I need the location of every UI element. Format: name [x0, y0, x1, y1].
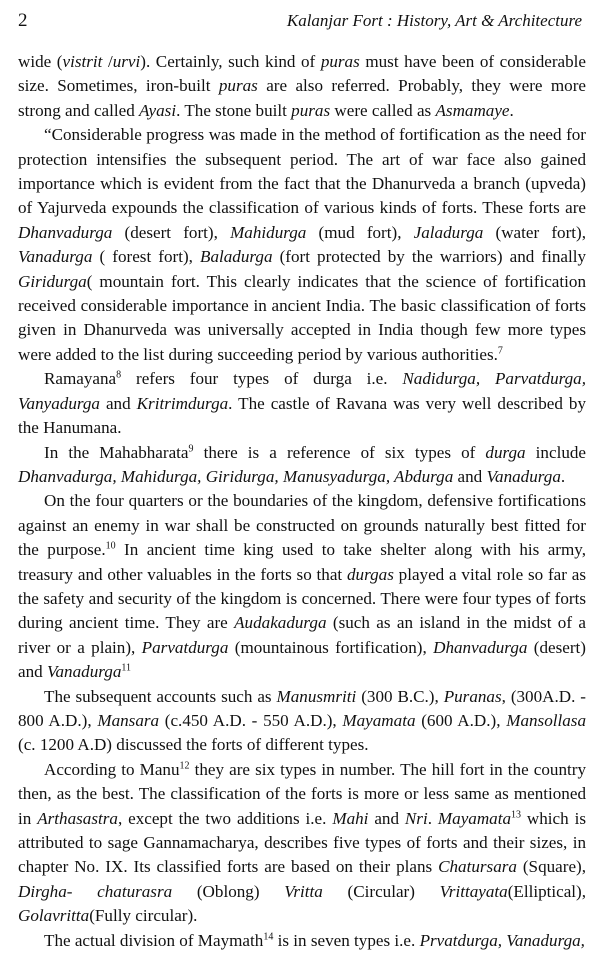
text-run: ( mountain fort. This clearly indicates that the science of fortification received considerable importance in ancient India. The basic classification of forts given in Dhanurveda was universally accepted in India though few more types were added to the list during succeeding period by various authorities. [18, 271, 586, 364]
text-run: and [99, 393, 137, 413]
footnote-ref: 14 [263, 930, 274, 942]
body-text [18, 50, 586, 953]
text-run: (such as an island in the midst of a river or a plain), [18, 613, 586, 657]
italic-term: Mahidurga [230, 222, 307, 242]
italic-term: Nri [404, 808, 428, 828]
italic-term: Baladurga [200, 247, 273, 267]
text-run: (300 B.C.), [356, 686, 444, 706]
italic-term: Puranas [443, 686, 502, 706]
italic-term: Vritta [284, 881, 323, 901]
italic-term: Dhanvadurga, Mahidurga, Giridurga, Manusyadurga, Abdurga [18, 466, 454, 486]
italic-term: Mansara [97, 710, 160, 730]
text-run: ( forest fort), [92, 247, 201, 267]
text-run: they are six types in number. The hill fort in the country then, as the best. The classification of the forts is more or less same as mentioned in [18, 759, 587, 828]
italic-term: Giridurga [18, 271, 87, 291]
italic-term: Mansollasa [506, 710, 586, 730]
text-run: On the four quarters or the boundaries of the kingdom, defensive fortifications against an enemy in war shall be constructed on grounds naturally best fitted for the purpose. [18, 491, 586, 560]
italic-term: Vanadurga [46, 662, 122, 682]
text-run: include [525, 442, 586, 462]
italic-term: Dirgha- chaturasra [18, 881, 173, 901]
paragraph-p4 [18, 441, 586, 490]
text-run: played a vital role so far as the safety and security of the kingdom is concerned. There were four types of forts during ancient time. They are [18, 564, 587, 633]
footnote-ref: 9 [188, 442, 194, 454]
text-run: . [560, 466, 566, 486]
italic-term: puras [320, 52, 360, 71]
text-run: (600 A.D.), [415, 710, 507, 730]
italic-term: Asmamaye [435, 100, 510, 120]
text-run: (Oblong) [172, 881, 285, 901]
text-run: (c. 1200 A.D) discussed the forts of different types. [18, 735, 369, 755]
text-run: . [427, 808, 438, 828]
paragraph-p2 [18, 123, 586, 367]
text-run: ). Certainly, such kind of [140, 52, 321, 71]
text-run: / [102, 52, 113, 71]
italic-term: Mahi [332, 808, 369, 828]
text-run: is in seven types i.e. [273, 930, 420, 950]
text-run: (Elliptical), [507, 881, 587, 901]
text-run: (fort protected by the warriors) and finally [272, 247, 587, 267]
italic-term: Vanadurga [486, 466, 561, 486]
text-run: In the Mahabharata [44, 442, 189, 462]
italic-term: Jaladurga [413, 222, 484, 242]
text-run: The subsequent accounts such as [44, 686, 277, 706]
italic-term: Ayasi [139, 100, 177, 120]
text-run: . The stone built [176, 100, 292, 120]
text-run: “Considerable progress was made in the method of fortification as the need for protection intensifies the subsequent period. The art of war face also gained importance which is evident from the fact that the Dhanurveda a branch (upveda) of Yajurveda expounds the classification of various kinds of forts. These forts are [18, 125, 586, 218]
footnote-ref: 7 [497, 345, 503, 357]
italic-term: Arthasastra [37, 808, 118, 828]
footnote-ref: 11 [121, 662, 132, 674]
italic-term: Manusmriti [276, 686, 357, 706]
text-run: which is attributed to sage Gannamacharya, describes five types of forts and their sizes, in chapter No. IX. Its classified forts are based on their plans [18, 808, 586, 877]
paragraph-p6 [18, 685, 586, 758]
italic-term: Vrittayata [439, 881, 508, 901]
text-run: (mountainous fortification), [228, 637, 434, 657]
text-run: and [368, 808, 405, 828]
italic-term: Chatursara [438, 857, 517, 877]
text-run: According to Manu [44, 759, 180, 779]
italic-term: Parvatdurga [141, 637, 229, 657]
italic-term: puras [291, 100, 331, 120]
text-run: . [509, 100, 514, 120]
text-run: , except the two additions i.e. [117, 808, 333, 828]
text-run: (Fully circular). [89, 906, 198, 926]
page-header [18, 10, 582, 34]
text-run: wide ( [18, 52, 63, 71]
italic-term: Dhanvadurga [18, 222, 113, 242]
italic-term: Golavritta [18, 906, 90, 926]
footnote-ref: 10 [105, 540, 116, 552]
footnote-ref: 8 [116, 369, 122, 381]
paragraph-p1 [18, 50, 586, 123]
text-run: (desert fort), [112, 222, 231, 242]
text-run: (water fort), [483, 222, 586, 242]
italic-term: durga [485, 442, 526, 462]
italic-term: durgas [347, 564, 394, 584]
italic-term: Vanadurga [18, 247, 93, 267]
text-run: and [453, 466, 487, 486]
page-number: 2 [18, 10, 28, 31]
italic-term: puras [218, 76, 258, 96]
text-run: . The castle of Ravana was very well described by the Hanumana. [18, 393, 586, 438]
paragraph-p8 [18, 929, 586, 953]
text-run: (desert) and [18, 637, 586, 682]
italic-term: Mayamata [342, 710, 416, 730]
text-run: , (300A.D. - 800 A.D.), [18, 686, 586, 730]
paragraph-p5 [18, 489, 586, 684]
italic-term: urvi [112, 52, 141, 71]
text-run: Ramayana [44, 369, 117, 389]
text-run: are also referred. Probably, they were more strong and called [18, 76, 586, 120]
text-run: (c.450 A.D. - 550 A.D.), [159, 710, 343, 730]
footnote-ref: 13 [511, 808, 522, 820]
text-run: refers four types of durga i.e. [121, 369, 403, 389]
text-run: there is a reference of six types of [193, 442, 486, 462]
footnote-ref: 12 [179, 760, 190, 772]
italic-term: Mayamata [437, 808, 512, 828]
text-run: were called as [330, 100, 436, 120]
text-run: (Square), [516, 857, 586, 877]
text-run: In ancient time king used to take shelter along with his army, treasury and other valuables in the forts so that [18, 540, 586, 584]
italic-term: Nadidurga, Parvatdurga, Vanyadurga [18, 369, 586, 413]
italic-term: Kritrimdurga [136, 393, 229, 413]
text-run: The actual division of Maymath [44, 930, 264, 950]
paragraph-p3 [18, 367, 586, 440]
text-run: (mud fort), [306, 222, 414, 242]
text-run: (Circular) [322, 881, 440, 901]
italic-term: vistrit [62, 52, 103, 71]
italic-term: Dhanvadurga [433, 637, 528, 657]
paragraph-p7 [18, 758, 586, 929]
italic-term: Audakadurga [234, 613, 327, 633]
italic-term: Prvatdurga, Vanadurga, [419, 930, 585, 950]
text-run: must have been of considerable size. Sometimes, iron-built [18, 52, 587, 96]
running-title: Kalanjar Fort : History, Art & Architecture [286, 11, 582, 30]
